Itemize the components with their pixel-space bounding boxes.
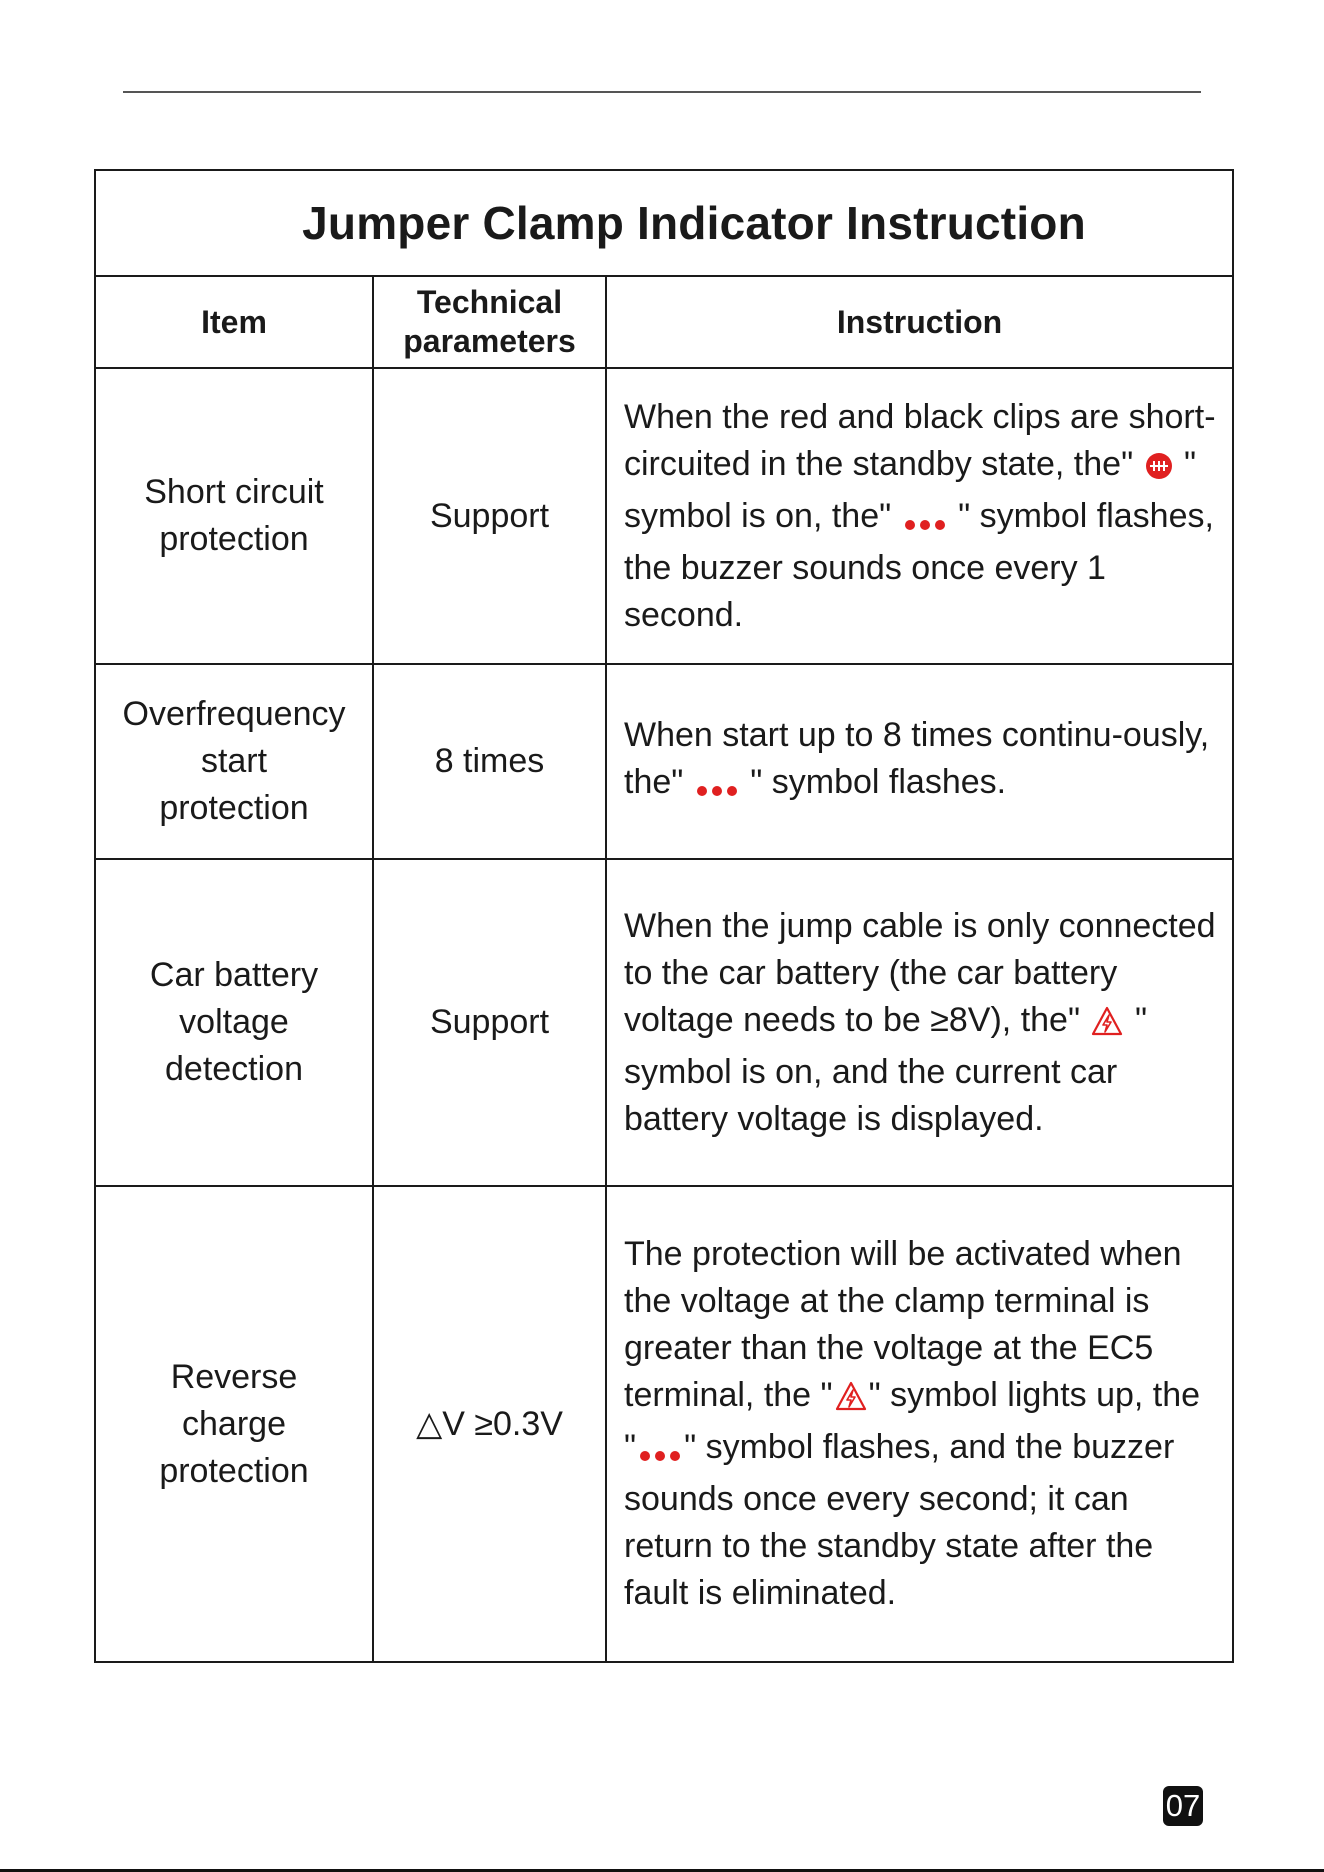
instruction-cell: The protection will be activated when the voltage at the clamp terminal is greater than the voltage at the EC5 terminal, the " " symbol lights up, the " " symbol flashes, and the buzzer sounds once every second; it can return to the standby state after the fault is eliminated. <box>606 1186 1233 1662</box>
item-cell: Car battery voltage detection <box>95 859 373 1186</box>
table-row <box>95 664 1233 859</box>
short-circuit-icon <box>1145 446 1173 493</box>
table-title: Jumper Clamp Indicator Instruction <box>302 197 1086 249</box>
three-dots-icon <box>638 1429 682 1476</box>
param-cell: △V ≥0.3V <box>373 1186 606 1662</box>
header-technical-parameters: Technical parameters <box>373 276 606 368</box>
header-row <box>95 276 1233 368</box>
header-instruction: Instruction <box>606 276 1233 368</box>
table-row <box>95 368 1233 664</box>
instruction-cell: When start up to 8 times continu-ously, the" " symbol flashes. <box>606 664 1233 859</box>
table-row <box>95 1186 1233 1662</box>
title-row <box>95 170 1233 276</box>
three-dots-icon <box>903 498 947 545</box>
table-row <box>95 859 1233 1186</box>
table-title-cell <box>95 170 1233 276</box>
instruction-cell: When the jump cable is only connected to the car battery (the car battery voltage needs to be ≥8V), the" " symbol is on, and the current car battery voltage is displayed. <box>606 859 1233 1186</box>
indicator-table <box>94 169 1234 1663</box>
voltage-warning-icon <box>1091 1002 1123 1049</box>
param-cell: Support <box>373 368 606 664</box>
instruction-cell: When the red and black clips are short-circuited in the standby state, the" " symbol is on, the" " symbol flashes, the buzzer sounds once every 1 second. <box>606 368 1233 664</box>
voltage-warning-icon <box>835 1377 867 1424</box>
item-cell: Reverse charge protection <box>95 1186 373 1662</box>
item-cell: Short circuit protection <box>95 368 373 664</box>
param-cell: Support <box>373 859 606 1186</box>
three-dots-icon <box>695 764 739 811</box>
header-item: Item <box>95 276 373 368</box>
item-cell: Overfrequency start protection <box>95 664 373 859</box>
param-cell: 8 times <box>373 664 606 859</box>
header-rule <box>123 91 1201 93</box>
page-number: 07 <box>1163 1786 1203 1826</box>
